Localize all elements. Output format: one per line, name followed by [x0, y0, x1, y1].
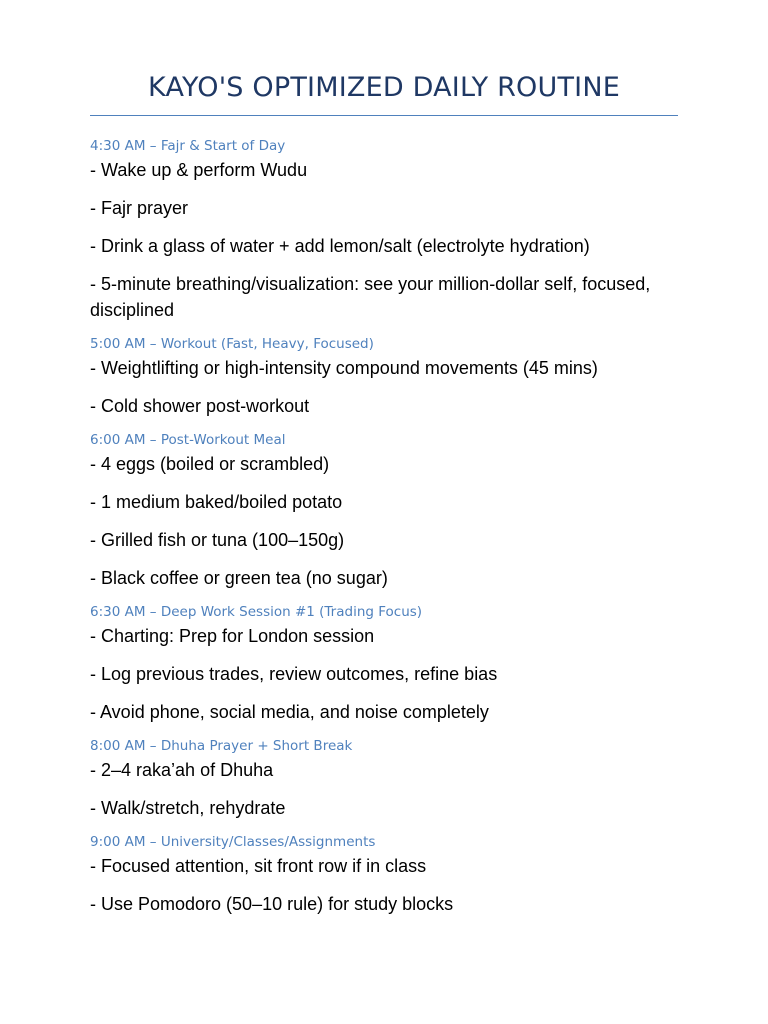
- routine-section-dhuha: [90, 737, 682, 821]
- routine-item: - 1 medium baked/boiled potato: [90, 492, 343, 512]
- title-underline: [90, 115, 678, 116]
- routine-section-university: [90, 833, 682, 917]
- routine-item: - Wake up & perform Wudu: [90, 160, 308, 180]
- routine-item: - Focused attention, sit front row if in class: [90, 856, 427, 876]
- routine-item: - Charting: Prep for London session: [90, 626, 375, 646]
- section-heading: 4:30 AM – Fajr & Start of Day: [90, 138, 286, 154]
- section-heading: 6:30 AM – Deep Work Session #1 (Trading Focus): [90, 604, 423, 620]
- routine-item: - Fajr prayer: [90, 198, 189, 218]
- routine-item: - Drink a glass of water + add lemon/salt (electrolyte hydration): [90, 236, 590, 256]
- routine-item: - Walk/stretch, rehydrate: [90, 798, 286, 818]
- routine-item: - Grilled fish or tuna (100–150g): [90, 530, 345, 550]
- routine-item: - Weightlifting or high-intensity compound movements (45 mins): [90, 358, 598, 378]
- routine-item: - 5-minute breathing/visualization: see your million-dollar self, focused, disciplined: [90, 274, 651, 320]
- section-heading: 9:00 AM – University/Classes/Assignments: [90, 834, 376, 850]
- document-body: [90, 137, 682, 929]
- routine-item: - 2–4 raka’ah of Dhuha: [90, 760, 274, 780]
- routine-section-workout: [90, 335, 682, 419]
- routine-item: - Black coffee or green tea (no sugar): [90, 568, 388, 588]
- section-heading: 6:00 AM – Post-Workout Meal: [90, 432, 286, 448]
- routine-item: - Use Pomodoro (50–10 rule) for study blocks: [90, 894, 454, 914]
- routine-section-fajr: [90, 137, 682, 323]
- section-heading: 8:00 AM – Dhuha Prayer + Short Break: [90, 738, 353, 754]
- routine-item: - Cold shower post-workout: [90, 396, 310, 416]
- document-title: KAYO'S OPTIMIZED DAILY ROUTINE: [148, 72, 620, 103]
- routine-section-meal: [90, 431, 682, 591]
- routine-item: - Avoid phone, social media, and noise completely: [90, 702, 489, 722]
- routine-section-deep-work: [90, 603, 682, 725]
- routine-item: - Log previous trades, review outcomes, refine bias: [90, 664, 498, 684]
- section-heading: 5:00 AM – Workout (Fast, Heavy, Focused): [90, 336, 374, 352]
- routine-item: - 4 eggs (boiled or scrambled): [90, 454, 330, 474]
